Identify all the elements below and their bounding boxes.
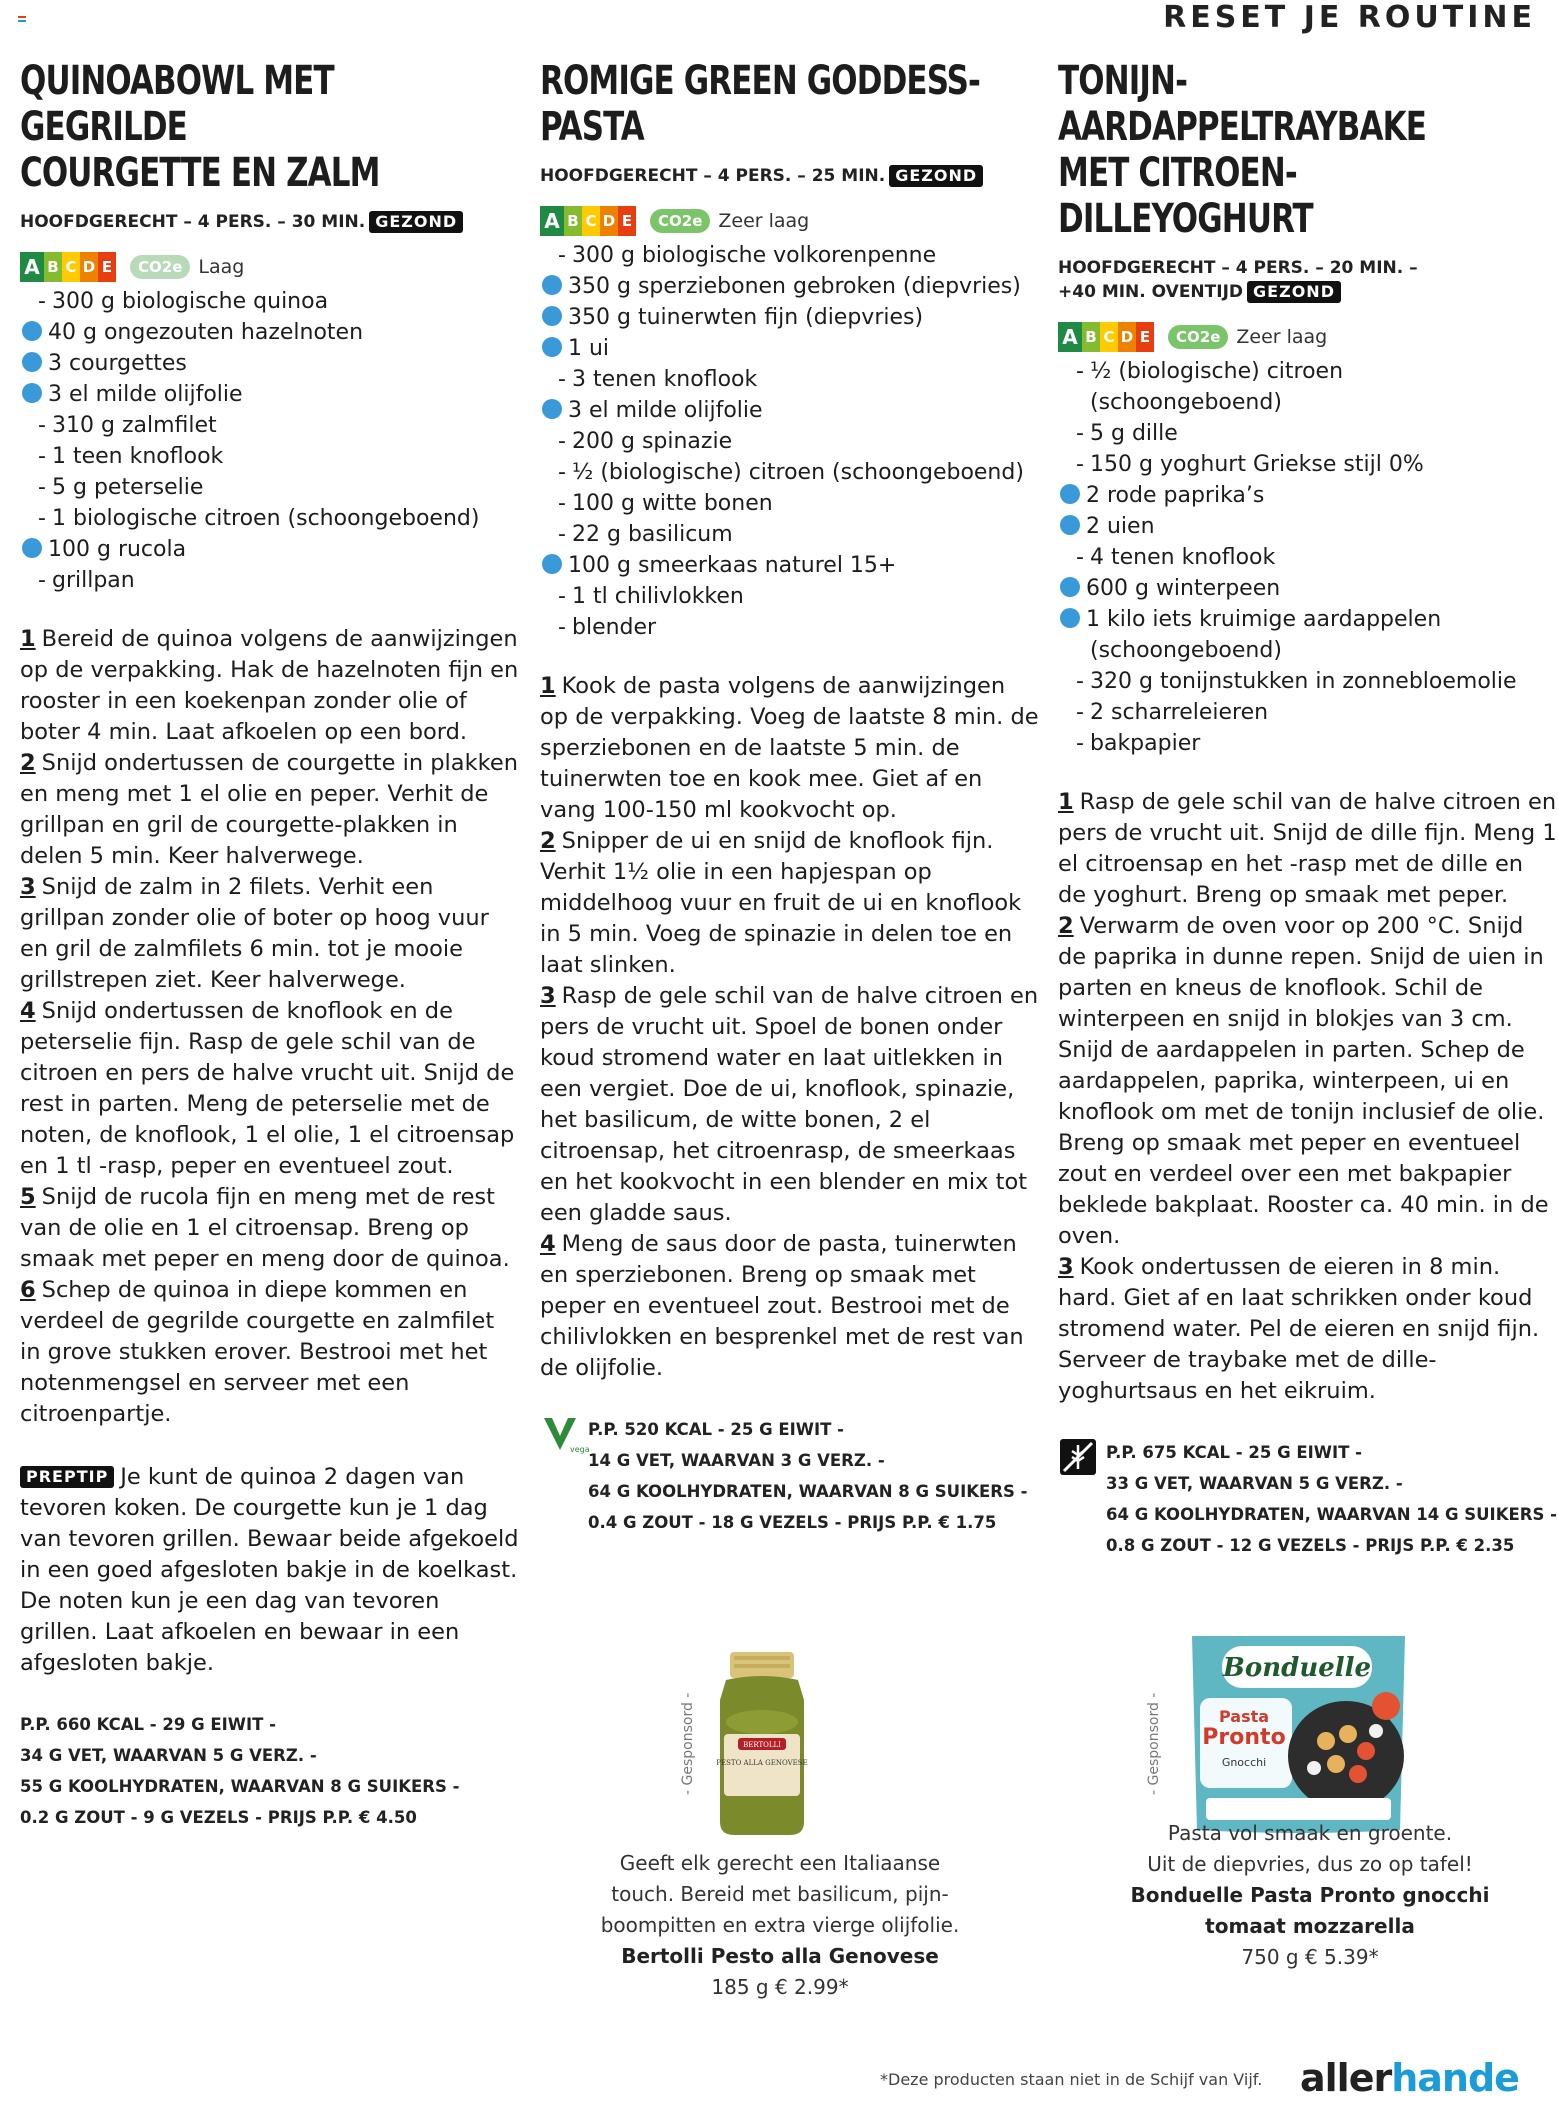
ingredient-list [1058, 356, 1558, 759]
co2-cloud-icon: CO2e [130, 255, 190, 279]
sponsored-label: - Gesponsord - [680, 1692, 696, 1795]
preparation-steps [540, 671, 1040, 1384]
nutrition-info: P.P. 675 KCAL - 25 G EIWIT - 33 G VET, WAARVAN 5 G VERZ. - 64 G KOOLHYDRATEN, WAARVAN 14 G SUIKERS - 0.8 G ZOUT - 12 G VEZELS - PRIJS P.P. € 2.35 [1106, 1443, 1557, 1555]
ingredient-item: - 150 g yoghurt Griekse stijl 0% [1058, 449, 1558, 480]
ingredient-item: 600 g winterpeen [1058, 573, 1558, 604]
dash-bullet: - [558, 584, 566, 609]
nutrition-block [540, 1414, 1040, 1538]
health-badge: GEZOND [369, 211, 463, 233]
water-drop-icon [1060, 515, 1080, 535]
water-drop-icon [1060, 577, 1080, 597]
ingredient-item: 1 kilo iets kruimige aardappelen [1058, 604, 1558, 635]
ingredient-item: - 320 g tonijnstukken in zonnebloemolie [1058, 666, 1558, 697]
water-drop-icon [542, 399, 562, 419]
color-bar-mark [18, 16, 26, 24]
step-item: 2 Snipper de ui en snijd de knoflook fijn. Verhit 1½ olie in een hapjespan op middelhoog vuur en fruit de ui en knoflook in 5 min. Voeg de spinazie in delen toe en laat slinken. [540, 828, 1022, 978]
ingredient-item: - ½ (biologische) citroen [1058, 356, 1558, 387]
dash-bullet: - [558, 491, 566, 516]
product-name: Bonduelle Pasta Pronto gnocchi tomaat mozzarella [1130, 1883, 1490, 1938]
step-item: 2 Verwarm de oven voor op 200 °C. Snijd de paprika in dunne repen. Snijd de uien in parten en kneus de knoflook. Schil de winterpeen en snijd in blokjes van 3 cm. Snijd de aardappelen in parten. Schep de aardappelen, paprika, winterpeen, ui en knoflook om met de tonijn inclusief de olie. Breng op smaak met peper en eventueel zout en verdeel over een met bakpapier beklede bakplaat. Rooster ca. 40 min. in de oven. [1058, 913, 1549, 1249]
dash-bullet: - [38, 568, 46, 593]
ingredient-item: 40 g ongezouten hazelnoten [20, 317, 520, 348]
dash-bullet: - [1076, 359, 1084, 384]
ingredient-item: 3 el milde olijfolie [540, 395, 1040, 426]
preparation-steps [1058, 787, 1558, 1407]
step-item: 2 Snijd ondertussen de courgette in plakken en meng met 1 el olie en peper. Verhit de grillpan en gril de courgette-plakken in delen 5 min. Keer halverwege. [20, 750, 518, 869]
ingredient-item: - 3 tenen knoflook [540, 364, 1040, 395]
ingredient-item: - ½ (biologische) citroen (schoongeboend) [540, 457, 1040, 488]
ingredient-item: - bakpapier [1058, 728, 1558, 759]
dash-bullet: - [38, 506, 46, 531]
ingredient-item: - 4 tenen knoflook [1058, 542, 1558, 573]
ingredient-item: - 200 g spinazie [540, 426, 1040, 457]
step-item: 5 Snijd de rucola fijn en meng met de rest van de olie en 1 el citroensap. Breng op smaak met peper en meng door de quinoa. [20, 1184, 510, 1272]
recipe-title: TONIJN-AARDAPPELTRAYBAKE MET CITROEN-DILLEYOGHURT [1058, 58, 1426, 242]
product-bertolli [585, 1848, 975, 2003]
dash-bullet: - [558, 615, 566, 640]
ingredient-item: 100 g rucola [20, 534, 520, 565]
ingredient-item: 3 courgettes [20, 348, 520, 379]
product-bonduelle [1115, 1818, 1505, 1973]
ingredient-item: - 22 g basilicum [540, 519, 1040, 550]
no-gluten-icon [1058, 1437, 1098, 1477]
step-item: 4 Meng de saus door de pasta, tuinerwten en sperziebonen. Breng op smaak met peper en eventueel zout. Bestrooi met de chilivlokken en besprenkel met de rest van de olijfolie. [540, 1231, 1024, 1381]
recipe-meta: HOOFDGERECHT – 4 PERS. – 25 MIN. GEZOND [540, 164, 1040, 188]
ingredient-item: 2 rode paprika’s [1058, 480, 1558, 511]
product-name: Bertolli Pesto alla Genovese [621, 1944, 939, 1968]
preparation-steps [20, 624, 520, 1430]
nutri-score-icon: A B C D E [20, 252, 116, 282]
ingredient-item: - 5 g peterselie [20, 472, 520, 503]
dash-bullet: - [38, 444, 46, 469]
ingredient-item: - 2 scharreleieren [1058, 697, 1558, 728]
pack-line2-text: Pronto [1202, 1725, 1286, 1750]
vegan-icon [540, 1414, 590, 1454]
pesto-jar-image [712, 1652, 812, 1837]
ingredient-item: (schoongeboend) [1090, 390, 1282, 415]
ingredient-list [20, 286, 520, 596]
jar-brand-text: BERTOLLI [743, 1741, 781, 1749]
ingredient-item: 350 g sperziebonen gebroken (diepvries) [540, 271, 1040, 302]
ingredient-item: - 1 tl chilivlokken [540, 581, 1040, 612]
co2-rating: Zeer laag [718, 210, 810, 232]
co2-rating: Laag [198, 256, 245, 278]
water-drop-icon [22, 321, 42, 341]
water-drop-icon [542, 306, 562, 326]
nutrition-block [20, 1709, 520, 1833]
product-description: Geeft elk gerecht een Italiaanse touch. Bereid met basilicum, pijn- boompitten en extra vierge olijfolie. [600, 1851, 960, 1937]
recipe-title: ROMIGE GREEN GODDESS- PASTA [540, 58, 981, 150]
dash-bullet: - [38, 475, 46, 500]
score-labels [1058, 320, 1558, 354]
dash-bullet: - [1076, 731, 1084, 756]
product-description: Pasta vol smaak en groente. Uit de diepvries, dus zo op tafel! [1147, 1821, 1473, 1876]
jar-product-text: PESTO ALLA GENOVESE [716, 1759, 808, 1767]
step-item: 1 Kook de pasta volgens de aanwijzingen op de verpakking. Voeg de laatste 8 min. de sperziebonen en de laatste 5 min. de tuinerwten toe en kook mee. Giet af en vang 100-150 ml kookvocht op. [540, 673, 1039, 823]
dash-bullet: - [558, 243, 566, 268]
recipe-title: QUINOABOWL MET GEGRILDE COURGETTE EN ZALM [20, 58, 380, 196]
dash-bullet: - [558, 429, 566, 454]
ingredient-item: - 1 teen knoflook [20, 441, 520, 472]
dash-bullet: - [1076, 421, 1084, 446]
ingredient-list [540, 240, 1040, 643]
recipe-meta: HOOFDGERECHT – 4 PERS. – 30 MIN. GEZOND [20, 210, 520, 234]
pack-sub-text: Gnocchi [1221, 1756, 1267, 1769]
bonduelle-package-image [1186, 1636, 1411, 1836]
water-drop-icon [1060, 484, 1080, 504]
recipe-column [20, 58, 520, 1833]
ingredient-item: 1 ui [540, 333, 1040, 364]
co2-cloud-icon: CO2e [650, 209, 710, 233]
ingredient-item: - blender [540, 612, 1040, 643]
footer-disclaimer: *Deze producten staan niet in de Schijf van Vijf. [880, 2070, 1263, 2089]
step-item: 6 Schep de quinoa in diepe kommen en verdeel de gegrilde courgette en zalmfilet in grove stukken erover. Bestrooi met het notenmengsel en serveer met een citroenpartje. [20, 1277, 495, 1427]
dash-bullet: - [38, 413, 46, 438]
nutri-score-icon: A B C D E [540, 206, 636, 236]
ingredient-item: 3 el milde olijfolie [20, 379, 520, 410]
step-item: 1 Rasp de gele schil van de halve citroen en pers de vrucht uit. Snijd de dille fijn. Meng 1 el citroensap en het -rasp met de dille en de yoghurt. Breng op smaak met peper. [1058, 789, 1557, 908]
dash-bullet: - [558, 460, 566, 485]
dash-bullet: - [558, 367, 566, 392]
nutrition-info: P.P. 660 KCAL - 29 G EIWIT - 34 G VET, WAARVAN 5 G VERZ. - 55 G KOOLHYDRATEN, WAARVAN 8 G SUIKERS - 0.2 G ZOUT - 9 G VEZELS - PRIJS P.P. € 4.50 [20, 1715, 460, 1827]
sponsored-label: - Gesponsord - [1146, 1692, 1162, 1795]
water-drop-icon [542, 337, 562, 357]
step-item: 4 Snijd ondertussen de knoflook en de peterselie fijn. Rasp de gele schil van de citroen en pers de halve vrucht uit. Snijd de rest in parten. Meng de peterselie met de noten, de knoflook, 1 el olie, 1 el citroensap en 1 tl -rasp, peper en eventueel zout. [20, 998, 515, 1179]
ingredient-item: - 310 g zalmfilet [20, 410, 520, 441]
ingredient-item: 100 g smeerkaas naturel 15+ [540, 550, 1040, 581]
water-drop-icon [1060, 608, 1080, 628]
dash-bullet: - [1076, 669, 1084, 694]
score-labels [540, 204, 1040, 238]
prep-tip: PREPTIP Je kunt de quinoa 2 dagen van tevoren koken. De courgette kun je 1 dag van tevoren grillen. Bewaar beide afgekoeld in een goed afgesloten bakje in de koelkast. De noten kun je een dag van tevoren grillen. Laat afkoelen en bewaar in een afgesloten bakje. [20, 1464, 519, 1676]
nutrition-block [1058, 1437, 1558, 1561]
preptip-badge: PREPTIP [20, 1466, 114, 1488]
dash-bullet: - [38, 289, 46, 314]
ingredient-item: - 300 g biologische volkorenpenne [540, 240, 1040, 271]
water-drop-icon [22, 538, 42, 558]
nutri-score-icon: A B C D E [1058, 322, 1154, 352]
step-item: 3 Snijd de zalm in 2 filets. Verhit een grillpan zonder olie of boter op hoog vuur en gril de zalmfilets 6 min. tot je mooie grillstrepen ziet. Keer halverwege. [20, 874, 489, 993]
score-labels [20, 250, 520, 284]
step-item: 3 Kook ondertussen de eieren in 8 min. hard. Giet af en laat schrikken onder koud stromend water. Pel de eieren en snijd fijn. Serveer de traybake met de dille-yoghurtsaus en het eikruim. [1058, 1254, 1540, 1404]
pack-line1-text: Pasta [1218, 1707, 1270, 1726]
recipe-meta: HOOFDGERECHT – 4 PERS. – 20 MIN. – +40 MIN. OVENTIJD GEZOND [1058, 258, 1418, 302]
ingredient-item: - 5 g dille [1058, 418, 1558, 449]
pack-brand-text: Bonduelle [1222, 1653, 1372, 1683]
health-badge: GEZOND [1247, 281, 1341, 303]
ingredient-item: - 300 g biologische quinoa [20, 286, 520, 317]
recipe-column [1058, 58, 1558, 1561]
ingredient-item: (schoongeboend) [1090, 638, 1282, 663]
water-drop-icon [542, 275, 562, 295]
dash-bullet: - [1076, 452, 1084, 477]
product-price: 750 g € 5.39* [1241, 1945, 1379, 1969]
product-price: 185 g € 2.99* [711, 1975, 849, 1999]
ingredient-item: 350 g tuinerwten fijn (diepvries) [540, 302, 1040, 333]
dash-bullet: - [558, 522, 566, 547]
step-item: 3 Rasp de gele schil van de halve citroen en pers de vrucht uit. Spoel de bonen onder koud stromend water en laat uitlekken in een vergiet. Doe de ui, knoflook, spinazie, het basilicum, de witte bonen, 2 el citroensap, het citroenrasp, de smeerkaas en het kookvocht in een blender en mix tot een gladde saus. [540, 983, 1039, 1226]
dash-bullet: - [1076, 545, 1084, 570]
co2-cloud-icon: CO2e [1168, 325, 1228, 349]
water-drop-icon [22, 383, 42, 403]
dash-bullet: - [1076, 700, 1084, 725]
health-badge: GEZOND [889, 165, 983, 187]
recipe-column [540, 58, 1040, 1538]
svg-text:vega: vega [570, 1445, 590, 1454]
ingredient-item: 2 uien [1058, 511, 1558, 542]
co2-rating: Zeer laag [1236, 326, 1328, 348]
step-item: 1 Bereid de quinoa volgens de aanwijzingen op de verpakking. Hak de hazelnoten fijn en rooster in een koekenpan zonder olie of boter 4 min. Laat afkoelen op een bord. [20, 626, 519, 745]
nutrition-info: P.P. 520 KCAL - 25 G EIWIT - 14 G VET, WAARVAN 3 G VERZ. - 64 G KOOLHYDRATEN, WAARVAN 8 G SUIKERS - 0.4 G ZOUT - 18 G VEZELS - PRIJS P.P. € 1.75 [588, 1420, 1028, 1532]
water-drop-icon [542, 554, 562, 574]
allerhande-logo: allerhande [1300, 2056, 1519, 2100]
ingredient-item: - 1 biologische citroen (schoongeboend) [20, 503, 520, 534]
section-title: RESET JE ROUTINE [1163, 0, 1536, 35]
ingredient-item: - 100 g witte bonen [540, 488, 1040, 519]
water-drop-icon [22, 352, 42, 372]
ingredient-item: - grillpan [20, 565, 520, 596]
